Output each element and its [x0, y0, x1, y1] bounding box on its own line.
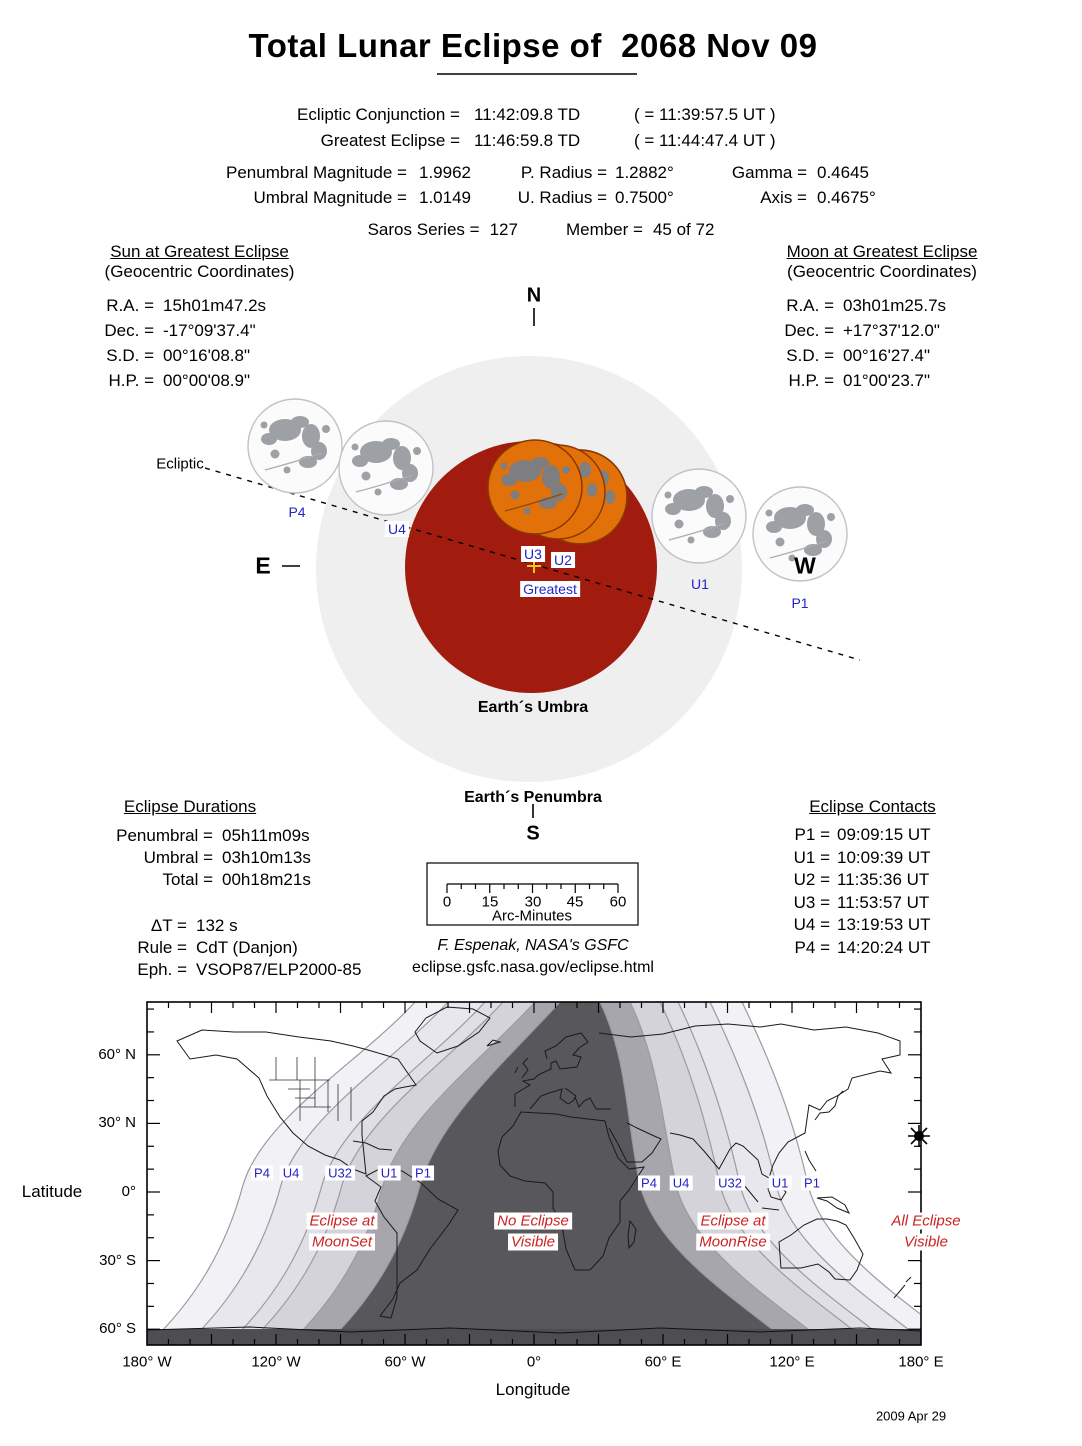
p-radius-label: P. Radius = [520, 162, 607, 182]
moon-dec-value: +17°37'12.0" [843, 320, 940, 340]
penumbral-duration-value: 05h11m09s [222, 826, 310, 845]
u3-time-label: U3 = [793, 892, 830, 912]
penumbral-duration-label: Penumbral = [116, 826, 213, 845]
conjunction-label: Ecliptic Conjunction = [296, 105, 460, 124]
axis-value: 0.4675° [817, 187, 876, 207]
rule-value: CdT (Danjon) [196, 938, 298, 957]
region-moonset-line2: MoonSet [309, 1234, 375, 1251]
contact-p4-label: P4 [288, 504, 306, 520]
greatest-ut: ( = 11:44:47.4 UT ) [634, 131, 776, 150]
moon-hp-value: 01°00'23.7" [843, 370, 930, 390]
west-label: W [794, 552, 816, 579]
map-left-u1: U1 [378, 1166, 401, 1181]
north-label: N [526, 284, 542, 307]
member-label: Member = [565, 220, 643, 239]
p1-time-label: P1 = [794, 825, 830, 845]
moon-u1 [652, 469, 746, 563]
greatest-td: 11:46:59.8 TD [474, 131, 581, 150]
moon-p4 [248, 399, 342, 493]
u2-time-value: 11:35:36 UT [837, 870, 930, 890]
moon-sd-value: 00°16'27.4" [843, 345, 930, 365]
lon-tick-60e: 60° E [644, 1353, 682, 1371]
moon-hp-label: H.P. = [788, 370, 834, 390]
lon-tick-180w: 180° W [122, 1353, 172, 1371]
umb-mag-value: 1.0149 [419, 187, 471, 207]
moon-block-subtitle: (Geocentric Coordinates) [787, 262, 977, 281]
moon-dec-label: Dec. = [784, 320, 834, 340]
map-right-u32: U32 [715, 1176, 745, 1191]
saros-series-value: 127 [489, 220, 518, 239]
contact-u4-label: U4 [385, 521, 409, 537]
greatest-eclipse-row [140, 128, 940, 154]
total-duration-value: 00h18m21s [222, 870, 311, 889]
pen-mag-value: 1.9962 [419, 162, 471, 182]
region-none-line1: No Eclipse [494, 1213, 572, 1230]
moon-u4 [339, 421, 433, 515]
u4-time-value: 13:19:53 UT [837, 915, 931, 935]
scalebar-unit: Arc-Minutes [491, 907, 573, 925]
credit-byline: F. Espenak, NASA's GSFC [437, 937, 629, 954]
lat-tick-60n: 60° N [98, 1046, 136, 1063]
lon-tick-120w: 120° W [251, 1353, 301, 1371]
sun-block [92, 242, 307, 393]
map-left-p1: P1 [412, 1166, 434, 1181]
contact-u3-label: U3 [521, 546, 545, 562]
lat-tick-30s: 30° S [99, 1252, 136, 1269]
region-none-line2: Visible [508, 1234, 558, 1251]
map-left-u4: U4 [280, 1166, 303, 1181]
sun-ra-label: R.A. = [106, 295, 154, 315]
page-title: Total Lunar Eclipse of 2068 Nov 09 [248, 27, 818, 64]
member-value: 45 of 72 [652, 220, 715, 239]
axis-label: Axis = [760, 187, 807, 207]
p4-time-value: 14:20:24 UT [837, 937, 931, 957]
p4-time-label: P4 = [794, 937, 830, 957]
contact-u1-label: U1 [691, 576, 709, 592]
latitude-axis-label: Latitude [21, 1182, 83, 1201]
east-label: E [255, 552, 271, 579]
u1-time-value: 10:09:39 UT [837, 847, 931, 867]
moon-ra-value: 03h01m25.7s [843, 295, 947, 315]
star-marker [908, 1125, 930, 1147]
sun-sd-value: 00°16'08.8" [163, 345, 250, 365]
region-all-line1: All Eclipse [888, 1213, 963, 1230]
contact-u2-label: U2 [551, 552, 575, 568]
ephemeris-label: Eph. = [137, 960, 187, 979]
moon-ra-label: R.A. = [786, 295, 834, 315]
sun-hp-value: 00°00'08.9" [163, 370, 250, 390]
u4-time-label: U4 = [793, 915, 830, 935]
saros-series-label: Saros Series = [367, 220, 480, 239]
sun-block-subtitle: (Geocentric Coordinates) [104, 262, 295, 281]
scalebar-tick-30: 30 [524, 893, 542, 911]
moon-block-title: Moon at Greatest Eclipse [786, 242, 978, 261]
sun-dec-value: -17°09'37.4" [163, 320, 256, 340]
map-left-u32: U32 [325, 1166, 355, 1181]
greatest-label-diagram: Greatest [520, 581, 580, 597]
sun-sd-label: S.D. = [106, 345, 154, 365]
moon-greatest [488, 440, 582, 534]
umbra-label: Earth´s Umbra [477, 699, 589, 716]
saros-row [0, 219, 1082, 241]
scalebar-tick-45: 45 [566, 893, 584, 911]
longitude-axis-label: Longitude [495, 1380, 571, 1399]
u3-time-value: 11:53:57 UT [837, 892, 930, 912]
map-right-p1: P1 [801, 1176, 823, 1191]
contacts-title: Eclipse Contacts [809, 797, 936, 816]
sun-dec-label: Dec. = [104, 320, 154, 340]
map-right-u4: U4 [670, 1176, 693, 1191]
contact-p1-label: P1 [791, 595, 809, 611]
ephemeris-block [95, 915, 375, 981]
lon-tick-0: 0° [526, 1353, 542, 1371]
scalebar-tick-15: 15 [481, 893, 499, 911]
lon-tick-60w: 60° W [384, 1353, 426, 1371]
moon-sd-label: S.D. = [786, 345, 834, 365]
greatest-label: Greatest Eclipse = [320, 131, 460, 150]
credit-url: eclipse.gsfc.nasa.gov/eclipse.html [412, 959, 654, 976]
map-left-p4: P4 [251, 1166, 273, 1181]
umb-mag-label: Umbral Magnitude = [253, 187, 407, 207]
lon-tick-120e: 120° E [769, 1353, 815, 1371]
pen-mag-label: Penumbral Magnitude = [226, 162, 407, 182]
rule-label: Rule = [137, 938, 187, 957]
magnitude-row-2 [185, 185, 905, 210]
umbral-duration-label: Umbral = [143, 848, 213, 867]
umbral-duration-value: 03h10m13s [222, 848, 311, 867]
conjunction-ut: ( = 11:39:57.5 UT ) [634, 105, 776, 124]
conjunction-td: 11:42:09.8 TD [474, 105, 581, 124]
region-moonrise-line1: Eclipse at [697, 1213, 768, 1230]
contacts-block [790, 797, 955, 959]
lat-tick-0: 0° [121, 1183, 136, 1200]
ecliptic-label: Ecliptic [156, 455, 204, 473]
scalebar-tick-0: 0 [442, 893, 452, 911]
region-all-line2: Visible [901, 1234, 951, 1251]
ecliptic-conjunction-row [140, 102, 940, 128]
ephemeris-value: VSOP87/ELP2000-85 [196, 960, 362, 979]
gamma-label: Gamma = [731, 162, 807, 182]
durations-title: Eclipse Durations [123, 797, 257, 816]
region-moonset-line1: Eclipse at [306, 1213, 377, 1230]
lat-tick-30n: 30° N [98, 1114, 136, 1131]
map-right-u1: U1 [769, 1176, 792, 1191]
gamma-value: 0.4645 [817, 162, 869, 182]
south-label: S [526, 822, 540, 845]
u-radius-value: 0.7500° [615, 187, 674, 207]
delta-t-label: ΔT = [150, 916, 187, 935]
map-right-p4: P4 [638, 1176, 660, 1191]
sun-ra-value: 15h01m47.2s [163, 295, 267, 315]
revision-date: 2009 Apr 29 [875, 1408, 947, 1424]
sun-hp-label: H.P. = [108, 370, 154, 390]
p1-time-value: 09:09:15 UT [837, 825, 931, 845]
u1-time-label: U1 = [793, 847, 830, 867]
sun-block-title: Sun at Greatest Eclipse [110, 242, 289, 261]
durations-block [95, 797, 340, 891]
p-radius-value: 1.2882° [615, 162, 674, 182]
magnitude-row-1 [185, 160, 905, 185]
delta-t-value: 132 s [196, 916, 238, 935]
lon-tick-180e: 180° E [898, 1353, 944, 1371]
moon-block [772, 242, 992, 393]
lat-tick-60s: 60° S [99, 1320, 136, 1337]
scalebar-tick-60: 60 [609, 893, 627, 911]
u-radius-label: U. Radius = [517, 187, 607, 207]
penumbra-label: Earth´s Penumbra [464, 789, 602, 806]
u2-time-label: U2 = [793, 870, 830, 890]
region-moonrise-line2: MoonRise [696, 1234, 770, 1251]
total-duration-label: Total = [162, 870, 213, 889]
